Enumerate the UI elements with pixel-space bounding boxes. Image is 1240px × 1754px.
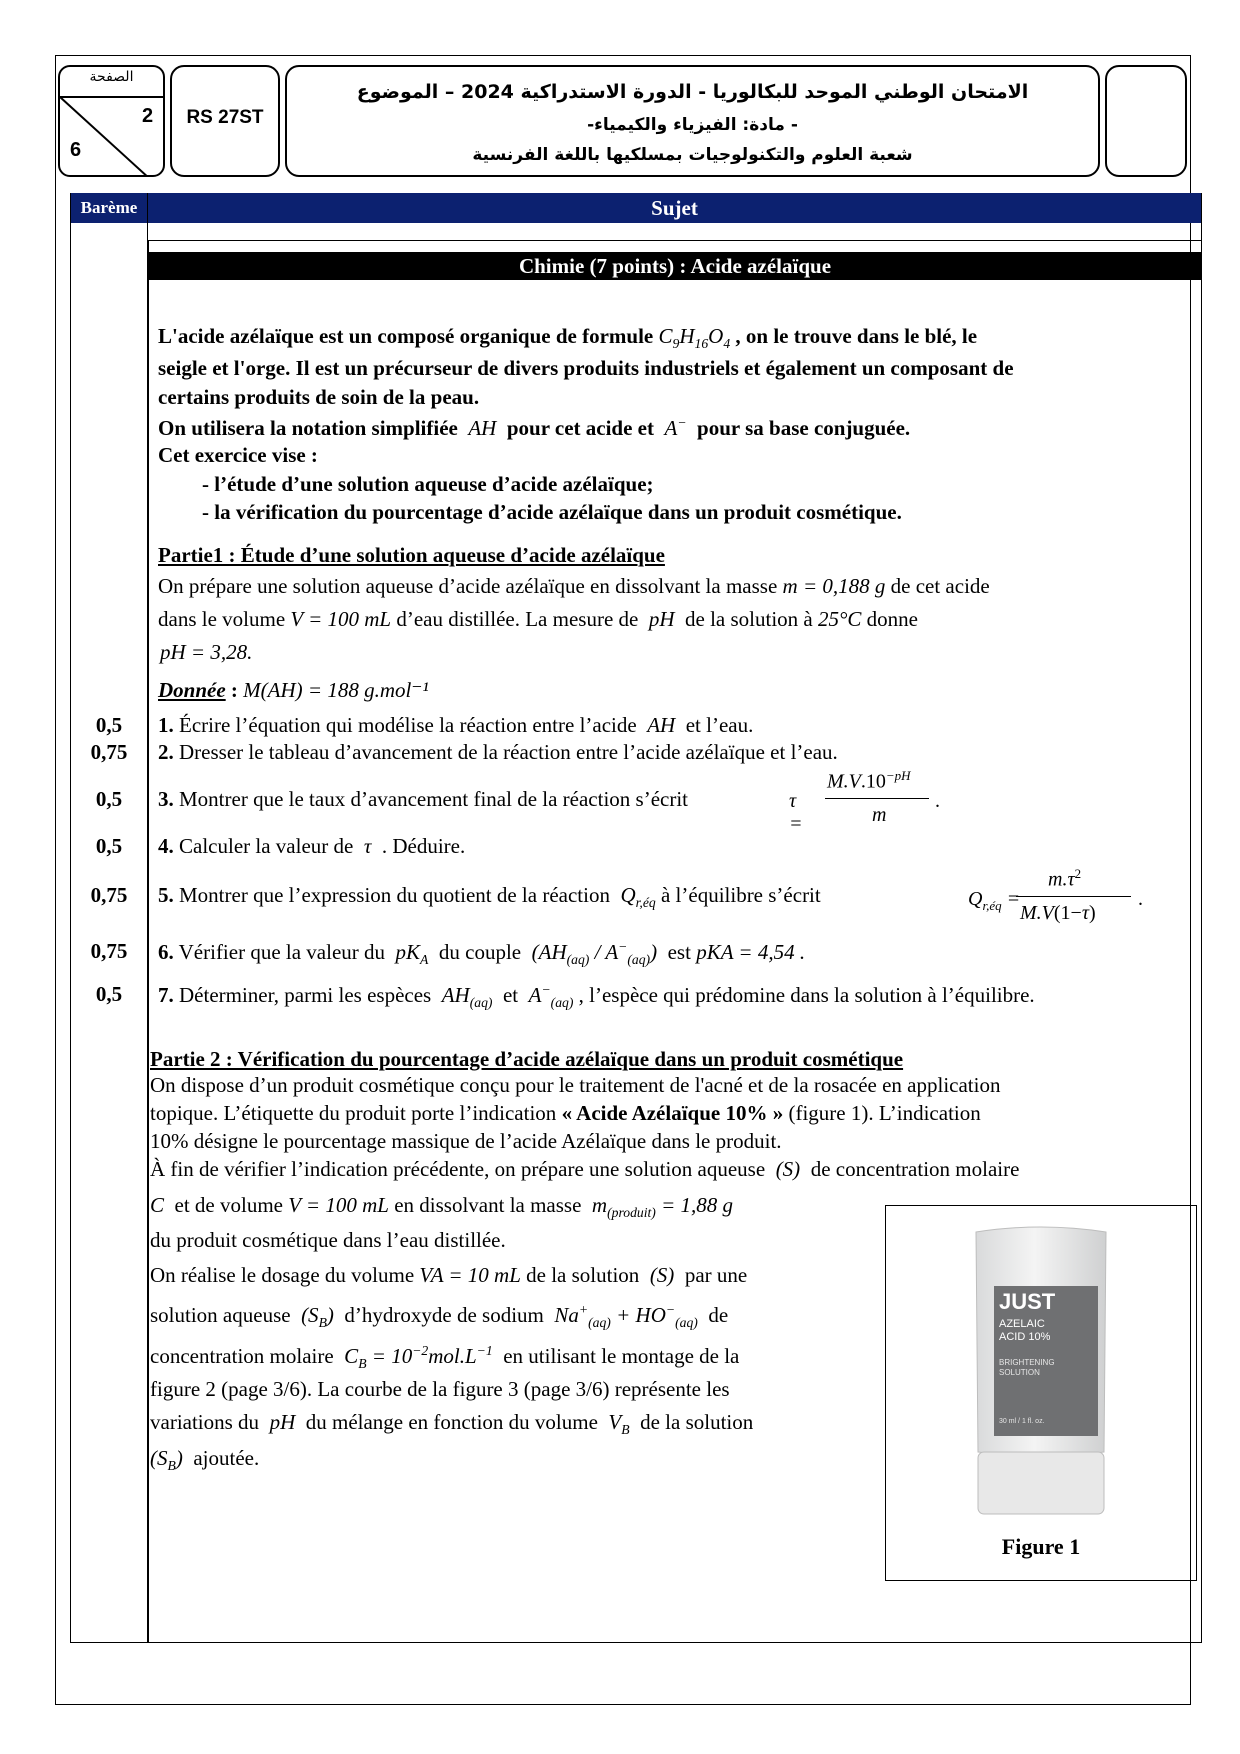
symbol-AH: AH	[463, 416, 502, 440]
q6-text-b: du couple	[438, 940, 522, 964]
q6-text-a: Vérifier que la valeur du	[178, 940, 386, 964]
part2-line9b: en utilisant le montage de la	[503, 1344, 740, 1368]
q2-number: 2.	[158, 740, 174, 764]
part2-line8a: solution aqueuse	[150, 1303, 291, 1327]
part1-line2a: dans le volume	[158, 607, 286, 631]
score-q3: 0,5	[95, 787, 123, 811]
part2-line2c: (figure 1). L’indication	[788, 1101, 981, 1125]
part2-line2a: topique. L’étiquette du produit porte l’indication	[150, 1101, 557, 1125]
part1-line2d: donne	[866, 607, 918, 631]
bareme-column	[70, 193, 148, 1643]
figure-brand: JUST	[999, 1289, 1056, 1314]
intro-line1a: L'acide azélaïque est un composé organique de formule	[158, 324, 654, 348]
donnee-value: M(AH) = 188 g.mol⁻¹	[243, 678, 429, 702]
part1-title: Partie1 : Étude d’une solution aqueuse d’acide azélaïque	[158, 543, 665, 567]
exam-code-box	[170, 65, 280, 177]
symbol-CB: $C_B = 10^{-2}mol.L^{-1}$	[338, 1343, 493, 1372]
symbol-C: C	[150, 1193, 170, 1217]
q7-text-b: et	[502, 983, 519, 1007]
symbol-S: (S)	[770, 1157, 806, 1181]
part2-mass: = 1,88 g	[661, 1193, 734, 1217]
symbol-SB-2: $(S_B)$	[150, 1446, 189, 1474]
part1-volume: V = 100 mL	[290, 607, 392, 631]
part1-mass: m = 0,188 g	[782, 574, 886, 598]
exam-title-line3: شعبة العلوم والتكنولوجيات بمسلكيها باللغة الفرنسية	[472, 145, 913, 165]
q1-text: Écrire l’équation qui modélise la réaction entre l’acide	[179, 713, 637, 737]
page-label: الصفحة	[89, 69, 134, 85]
q7-text-c: , l’espèce qui prédomine dans la solution à l’équilibre.	[578, 983, 1035, 1007]
part2-line7a: On réalise le dosage du volume	[150, 1263, 415, 1287]
intro-line4c: pour sa base conjuguée.	[697, 416, 911, 440]
part2-line7b: de la solution	[526, 1263, 640, 1287]
part2-line1: On dispose d’un produit cosmétique conçu pour le traitement de l'acné et de la rosacée en application	[150, 1073, 1001, 1097]
q2-text: Dresser le tableau d’avancement de la réaction entre l’acide azélaïque et l’eau.	[179, 740, 838, 764]
part1-line2b: d’eau distillée. La mesure de	[396, 607, 639, 631]
symbol-m-produit: $m_{(produit)}$	[586, 1193, 656, 1221]
score-q4: 0,5	[95, 834, 123, 858]
part2-line5b: en dissolvant la masse	[394, 1193, 582, 1217]
part2-line8c: de	[708, 1303, 729, 1327]
q7-A: $A^-_{(aq)}$	[523, 982, 574, 1011]
q3-text: Montrer que le taux d’avancement final de la réaction s’écrit	[179, 787, 689, 811]
sujet-header: Sujet	[148, 193, 1201, 223]
figure-name2: ACID 10%	[999, 1331, 1051, 1343]
intro-line5: Cet exercice vise :	[158, 443, 318, 467]
symbol-S-2: (S)	[644, 1263, 680, 1287]
symbol-pH: pH	[643, 607, 680, 631]
exam-title-line2: - مادة: الفيزياء والكيمياء-	[587, 115, 798, 135]
part2-line7c: par une	[684, 1263, 748, 1287]
part2-va: VA = 10 mL	[419, 1263, 521, 1287]
intro-bullet2: - la vérification du pourcentage d’acide azélaïque dans un produit cosmétique.	[202, 500, 902, 524]
part2-volume: V = 100 mL	[288, 1193, 389, 1217]
page-current: 2	[142, 105, 154, 127]
score-q6: 0,75	[90, 939, 128, 963]
figure-volume: 30 ml / 1 fl. oz.	[999, 1418, 1045, 1425]
q6-number: 6.	[158, 940, 174, 964]
intro-line1b: , on le trouve dans le blé, le	[735, 324, 978, 348]
figure-subtitle	[999, 1358, 1055, 1378]
figure-name1: AZELAIC	[999, 1318, 1045, 1330]
part1-ph-value: pH = 3,28.	[160, 640, 253, 664]
part2-line11c: de la solution	[640, 1410, 754, 1434]
score-q2: 0,75	[90, 740, 128, 764]
q5-number: 5.	[158, 883, 174, 907]
part2-label-text: « Acide Azélaïque 10% »	[561, 1101, 784, 1125]
q3-number: 3.	[158, 787, 174, 811]
formula: $C_9H_{16}O_4$	[658, 324, 731, 352]
q6-value: pKA = 4,54 .	[696, 940, 806, 964]
q7-AH: $AH_{(aq)}$	[436, 983, 493, 1011]
part1-line1b: de cet acide	[890, 574, 990, 598]
intro-line4b: pour cet acide et	[506, 416, 654, 440]
part1-line2c: de la solution à	[685, 607, 813, 631]
page-total: 6	[70, 139, 82, 161]
symbol-naoh: $Na^+_{(aq)} + HO^-_{(aq)}$	[549, 1302, 698, 1331]
page-number-box	[58, 65, 165, 177]
part2-line4a: À fin de vérifier l’indication précédente, on prépare une solution aqueuse	[150, 1157, 766, 1181]
exam-title-line1: الامتحان الوطني الموحد للبكالوريا - الدورة الاستدراكية 2024 – الموضوع	[356, 81, 1029, 103]
score-q7: 0,5	[95, 982, 123, 1006]
q1-AH: AH	[641, 713, 681, 737]
q7-number: 7.	[158, 983, 174, 1007]
q6-couple: $(AH_{(aq)} / A^-_{(aq)})$	[526, 939, 663, 968]
part2-line10: figure 2 (page 3/6). La courbe de la figure 3 (page 3/6) représente les	[150, 1377, 730, 1401]
chemistry-title: Chimie (7 points) : Acide azélaïque	[148, 252, 1202, 280]
figure-caption: Figure 1	[1001, 1534, 1081, 1559]
q4-text-a: Calculer la valeur de	[179, 834, 354, 858]
part2-title: Partie 2 : Vérification du pourcentage d’acide azélaïque dans un produit cosmétique	[150, 1047, 904, 1071]
symbol-A-minus: A−	[659, 415, 687, 440]
blank-box	[1105, 65, 1187, 177]
symbol-VB: $V_B$	[603, 1410, 630, 1438]
figure-sub2: SOLUTION	[999, 1368, 1040, 1377]
inner-left-rule	[148, 240, 149, 1643]
exam-title-box	[285, 65, 1100, 177]
q6-text-c: est	[667, 940, 691, 964]
part1-line1a: On prépare une solution aqueuse d’acide azélaïque en dissolvant la masse	[158, 574, 778, 598]
part2-line4b: de concentration molaire	[810, 1157, 1020, 1181]
bareme-header: Barème	[71, 193, 147, 223]
q1-number: 1.	[158, 713, 174, 737]
score-q1: 0,5	[95, 713, 123, 737]
intro-bullet1: - l’étude d’une solution aqueuse d’acide azélaïque;	[202, 472, 654, 496]
q4-tau: τ	[358, 834, 377, 858]
q5-text-b: à l’équilibre s’écrit	[660, 883, 821, 907]
donnee-label: Donnée	[158, 678, 226, 702]
intro-line3: certains produits de soin de la peau.	[158, 385, 480, 409]
figure-1	[885, 1205, 1197, 1581]
q1-text-b: et l’eau.	[685, 713, 754, 737]
q6-pKA: $pK_A$	[390, 940, 429, 968]
part2-line3: 10% désigne le pourcentage massique de l’acide Azélaïque dans le produit.	[150, 1129, 782, 1153]
q4-text-b: . Déduire.	[381, 834, 466, 858]
part2-line11b: du mélange en fonction du volume	[305, 1410, 598, 1434]
part2-line8b: d’hydroxyde de sodium	[344, 1303, 544, 1327]
score-q5: 0,75	[90, 883, 128, 907]
symbol-pH-2: pH	[264, 1410, 301, 1434]
part2-line12: ajoutée.	[193, 1446, 260, 1470]
q4-number: 4.	[158, 834, 174, 858]
figure-sub1: BRIGHTENING	[999, 1358, 1055, 1367]
intro-line2: seigle et l'orge. Il est un précurseur de divers produits industriels et également un composant de	[158, 356, 1014, 380]
part2-line6: du produit cosmétique dans l’eau distillée.	[150, 1228, 506, 1252]
q5-text-a: Montrer que l’expression du quotient de la réaction	[179, 883, 610, 907]
figure-product-name	[999, 1318, 1050, 1344]
symbol-SB: $(S_B)$	[295, 1303, 340, 1331]
intro-line4a: On utilisera la notation simplifiée	[158, 416, 458, 440]
q5-Q: $Q_{r,éq}$	[615, 883, 656, 911]
part1-temp: 25°C	[818, 607, 862, 631]
part2-line9a: concentration molaire	[150, 1344, 334, 1368]
part2-line11a: variations du	[150, 1410, 260, 1434]
exam-code: RS 27ST	[186, 107, 264, 128]
part2-line5a: et de volume	[174, 1193, 283, 1217]
inner-top-rule	[148, 240, 1202, 241]
q7-text-a: Déterminer, parmi les espèces	[179, 983, 432, 1007]
